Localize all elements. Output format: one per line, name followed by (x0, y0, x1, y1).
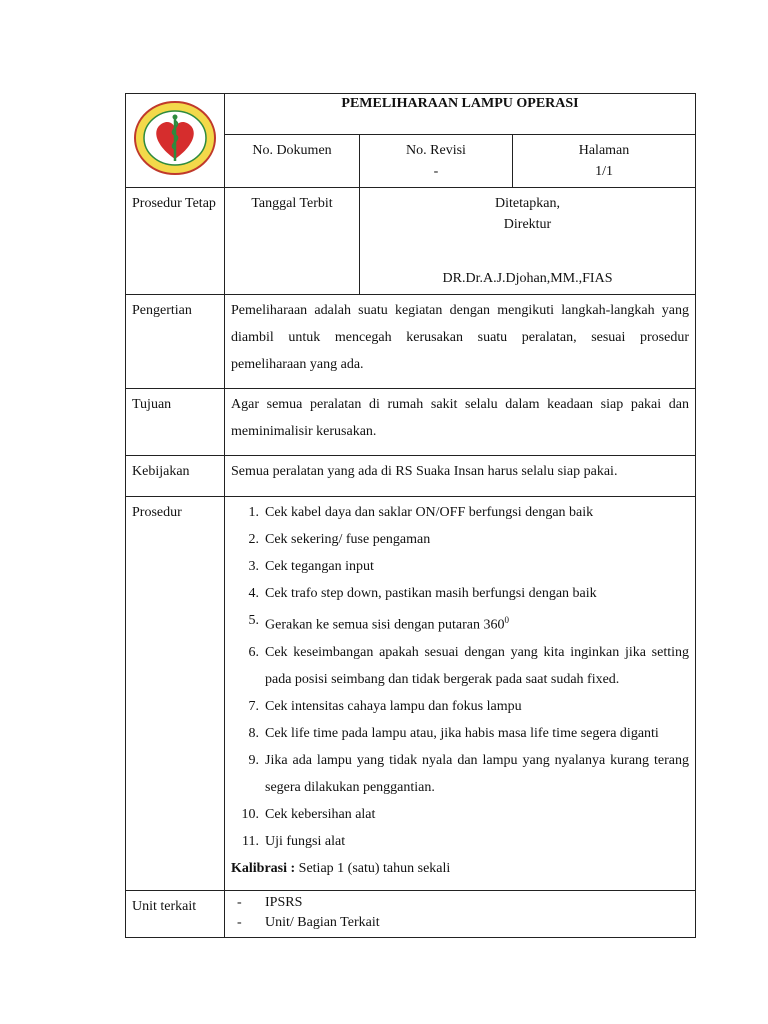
prosedur-tetap-text: Prosedur Tetap (132, 196, 216, 211)
step-text: Cek life time pada lampu atau, jika habis masa life time segera diganti (265, 725, 659, 741)
step-number: 6. (248, 644, 259, 660)
document-title: PEMELIHARAAN LAMPU OPERASI (225, 94, 696, 135)
list-item (231, 639, 689, 693)
prosedur-label: Prosedur (126, 497, 225, 891)
list-item (231, 893, 689, 913)
list-dash: - (237, 894, 242, 910)
step-number: 8. (248, 725, 259, 741)
list-item (231, 526, 689, 553)
list-dash: - (237, 914, 242, 930)
step-text: Cek kebersihan alat (265, 806, 376, 822)
step-text-main: Gerakan ke semua sisi dengan putaran 360 (265, 617, 505, 633)
sop-document (125, 93, 695, 938)
step-text: Cek keseimbangan apakah sesuai dengan yang kita inginkan jika setting pada posisi seimbang dan tidak bergerak pada saat sudah fixed. (265, 644, 690, 687)
list-item (231, 499, 689, 526)
step-number: 4. (248, 586, 259, 601)
tujuan-text: Agar semua peralatan di rumah sakit selalu dalam keadaan siap pakai dan meminimalisir kerusakan. (225, 389, 696, 456)
prosedur-tetap-label (126, 188, 225, 295)
tujuan-label: Tujuan (126, 389, 225, 456)
list-item (231, 828, 689, 855)
pengertian-label: Pengertian (126, 295, 225, 389)
list-item (231, 747, 689, 801)
step-number: 11. (242, 833, 259, 849)
hospital-logo (131, 99, 219, 177)
step-text: Jika ada lampu yang tidak nyala dan lampu yang nyalanya kurang terang segera dilakukan penggantian. (265, 752, 690, 795)
step-text (265, 607, 689, 639)
no-revisi-label: No. Revisi (406, 143, 466, 158)
list-item (231, 580, 689, 607)
step-number: 10. (241, 806, 259, 822)
list-item (231, 607, 689, 639)
step-text: Cek sekering/ fuse pengaman (265, 532, 431, 547)
direktur-text: Direktur (503, 217, 552, 232)
unit-terkait-label: Unit terkait (126, 890, 225, 937)
step-text: Cek trafo step down, pastikan masih berfungsi dengan baik (265, 586, 597, 601)
step-text: Uji fungsi alat (265, 833, 346, 849)
pengertian-text: Pemeliharaan adalah suatu kegiatan dengan mengikuti langkah-langkah yang diambil untuk mencegah kerusakan suatu peralatan, sesuai prosedur pemeliharaan yang ada. (225, 295, 696, 389)
step-number: 9. (248, 752, 259, 768)
halaman-label: Halaman (578, 143, 630, 158)
no-revisi-value: - (433, 164, 439, 179)
no-dokumen-label: No. Dokumen (225, 135, 360, 188)
unit-text: Unit/ Bagian Terkait (265, 914, 380, 930)
prosedur-cell (225, 497, 696, 891)
kalibrasi-label: Kalibrasi : (231, 860, 296, 876)
list-item (231, 801, 689, 828)
sop-table (125, 93, 696, 938)
kebijakan-text: Semua peralatan yang ada di RS Suaka Insan harus selalu siap pakai. (225, 456, 696, 497)
step-number: 2. (248, 532, 259, 547)
no-revisi-cell (360, 135, 513, 188)
step-number: 7. (248, 698, 259, 714)
step-text: Cek tegangan input (265, 559, 374, 574)
kebijakan-label: Kebijakan (126, 456, 225, 497)
halaman-value: 1/1 (595, 164, 613, 179)
ditetapkan-cell (360, 188, 696, 295)
unit-terkait-cell (225, 890, 696, 937)
step-number: 5. (248, 613, 259, 628)
halaman-cell (513, 135, 696, 188)
ditetapkan-text: Ditetapkan, (495, 196, 560, 211)
list-item (231, 693, 689, 720)
step-text: Cek kabel daya dan saklar ON/OFF berfungsi dengan baik (265, 505, 594, 520)
list-item (231, 913, 689, 933)
step-number: 3. (248, 559, 259, 574)
signatory-name: DR.Dr.A.J.Djohan,MM.,FIAS (442, 271, 613, 286)
prosedur-steps (225, 497, 695, 855)
list-item (231, 720, 689, 747)
unit-text: IPSRS (265, 894, 303, 910)
step-text: Cek intensitas cahaya lampu dan fokus lampu (265, 698, 522, 714)
tanggal-terbit-label: Tanggal Terbit (225, 188, 360, 295)
step-number: 1. (248, 505, 259, 520)
unit-terkait-list (225, 891, 695, 937)
list-item (231, 553, 689, 580)
degree-superscript: 0 (504, 615, 509, 625)
kalibrasi-line (225, 855, 695, 890)
kalibrasi-text: Setiap 1 (satu) tahun sekali (295, 860, 451, 876)
hospital-logo-cell (126, 94, 225, 188)
